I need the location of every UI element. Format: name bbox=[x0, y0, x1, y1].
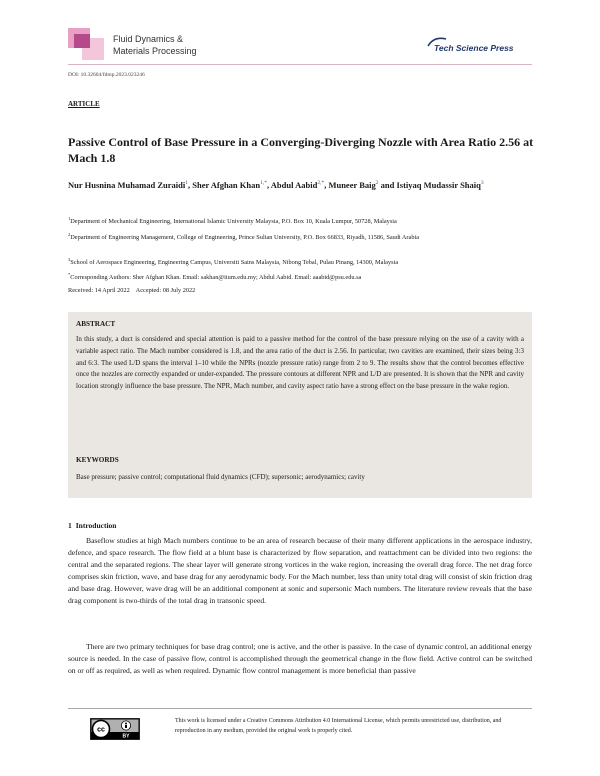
abstract-box bbox=[68, 312, 532, 498]
section-heading-introduction bbox=[68, 521, 116, 530]
author-separator: , bbox=[266, 179, 271, 190]
affiliation-1: $^1$Department of Mechanical Engineering, International Islamic University Malaysia, P.O. Box 10, Kuala Lumpur, 50728, Malaysia bbox=[68, 216, 397, 226]
affiliation-3: $^3$School of Aerospace Engineering, Engineering Campus, Universiti Sains Malaysia, Nibong Tebal, Pulau Pinang, 14300, Malaysia bbox=[68, 257, 399, 267]
doi: DOI: 10.32604/fdmp.2023.023246 bbox=[68, 72, 145, 78]
received-accepted-dates: Received: 14 April 2022 Accepted: 08 July 2022 bbox=[68, 287, 196, 294]
abstract-text: In this study, a duct is considered and special attention is paid to a passive method for the control of the base pressure relying on the use of a cavity with a variable aspect ratio. The Mach number considered is 1.8, and the area ratio of the duct is 2.56. In particular, two cavities are examined, their sizes being 3:3 and 6:3. The used L/D spans the interval 1–10 while the NPRs (nozzle pressure ratio) range from 2 to 9. The results show that the control becomes effective once the nozzles are correctly expanded or under-expanded. The pressure contours at different NPR and L/D are presented. It is shown that the NPR and cavity location strongly influence the base pressure. The NPR, Mach number, and cavity aspect ratio have a strong effect on the base pressure in the wake region. bbox=[76, 335, 524, 391]
intro-paragraph-2: There are two primary techniques for base drag control; one is active, and the other is passive. In the case of dynamic control, an additional energy source is needed. In the case of passive flow, control is accomplished through the geometrical change in the flow field. Active control can be switched on or off as required, as well as when required. Dynamic flow control management is more beneficial than passive bbox=[68, 642, 532, 675]
corresponding-authors: *Corresponding Authors: Sher Afghan Khan. Email: sakhan@iium.edu.my; Abdul Aabid. Email: aaabid@psu.edu.sa bbox=[68, 272, 362, 282]
cc-by-license-badge[interactable] bbox=[90, 718, 140, 740]
header-divider bbox=[68, 64, 532, 65]
cc-by-label: BY bbox=[122, 733, 130, 740]
section-number: 1 bbox=[68, 521, 72, 530]
author-name: Muneer Baig bbox=[328, 179, 376, 190]
abstract-heading: ABSTRACT bbox=[76, 320, 116, 328]
author-name: Abdul Aabid bbox=[270, 179, 318, 190]
author-affiliation-marker[interactable]: 3 bbox=[480, 180, 484, 186]
journal-name-line1: Fluid Dynamics & bbox=[113, 34, 184, 44]
author-affiliation-marker[interactable]: 1 bbox=[185, 180, 188, 186]
license-text: This work is licensed under a Creative Commons Attribution 4.0 International License, which permits unrestricted use, distribution, and reproduction in any medium, provided the original work is properly cited. bbox=[175, 718, 502, 734]
author-name: Istiyaq Mudassir Shaiq bbox=[396, 179, 481, 190]
publisher-name: Tech Science Press bbox=[434, 43, 514, 53]
author-list bbox=[68, 177, 538, 192]
keywords-heading: KEYWORDS bbox=[76, 456, 119, 464]
article-type-label: ARTICLE bbox=[68, 100, 100, 108]
author-affiliation-marker[interactable]: 1,* bbox=[260, 180, 267, 186]
keywords-text: Base pressure; passive control; computational fluid dynamics (CFD); supersonic; aerodynamics; cavity bbox=[76, 473, 365, 481]
author-name: Nur Husnina Muhamad Zuraidi bbox=[68, 179, 186, 190]
author-affiliation-marker[interactable]: 2,* bbox=[317, 180, 325, 186]
journal-name-line2: Materials Processing bbox=[113, 46, 197, 56]
author-separator: , bbox=[324, 179, 329, 190]
publisher-logo bbox=[426, 38, 514, 56]
affiliation-2: $^2$Department of Engineering Management, College of Engineering, Prince Sultan University, P.O. Box 66833, Riyadh, 11586, Saudi Arabia bbox=[68, 232, 420, 242]
author-separator: and bbox=[378, 179, 397, 190]
author-affiliation-marker[interactable]: 2 bbox=[375, 180, 379, 186]
author-name: Sher Afghan Khan bbox=[192, 179, 261, 190]
journal-logo-icon bbox=[68, 28, 108, 64]
intro-paragraph-1: Baseflow studies at high Mach numbers continue to be an area of research because of their many different applications in the aerospace industry, defence, and space research. The flow field at a blunt base is characterized by flow separation, and reattachment can be divided into two regions: the central and the separated regions. The shear layer will generate strong vortices in the wake region, increasing the overall drag force. The net drag force comprises skin friction, wave, and base drag for any aerodynamic body. For the Mach number, less than unity total drag will consist of skin friction drag and base drag. However, wave drag will be an additional component at sonic and supersonic Mach numbers. The literature review reveals that the base drag component is two-thirds of the total drag in transonic speed. bbox=[68, 536, 532, 605]
cc-glyph: cc bbox=[97, 726, 105, 734]
section-title: Introduction bbox=[75, 521, 117, 530]
journal-name bbox=[113, 33, 197, 57]
footer-divider bbox=[68, 708, 532, 709]
paper-title: Passive Control of Base Pressure in a Converging-Diverging Nozzle with Area Ratio 2.56 at Mach 1.8 bbox=[68, 135, 534, 165]
author-separator: , bbox=[187, 179, 193, 190]
